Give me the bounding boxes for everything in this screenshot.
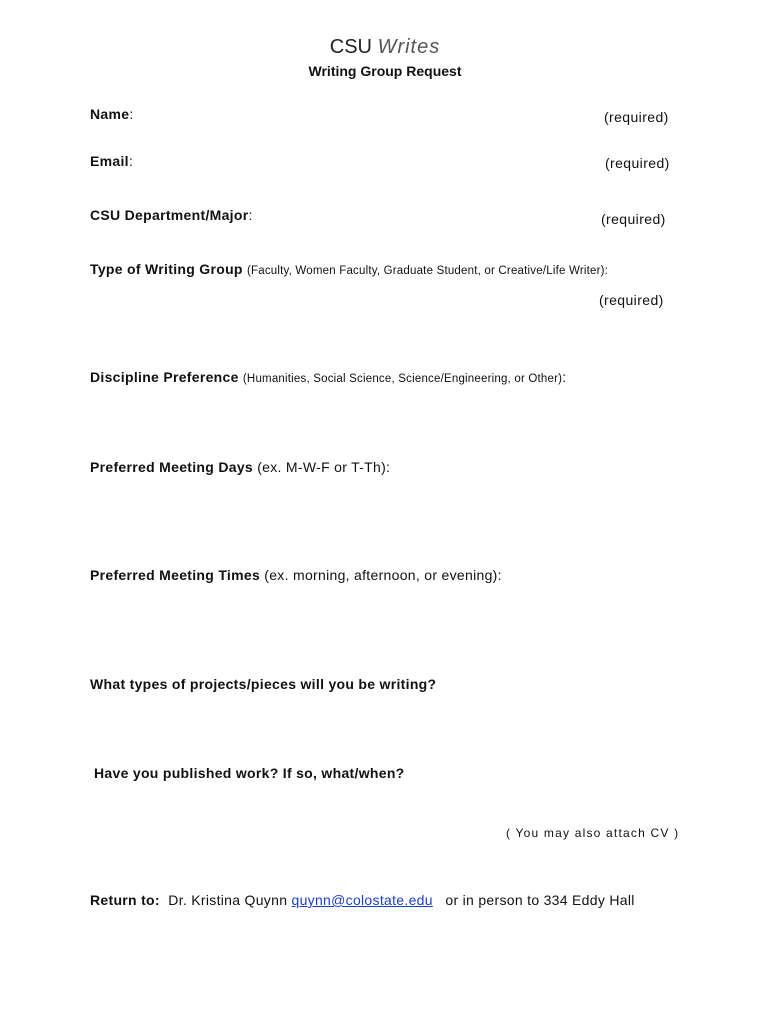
discipline-field-label: [90, 369, 566, 385]
return-name: Dr. Kristina Quynn: [168, 892, 288, 908]
group-type-hint: (Faculty, Women Faculty, Graduate Student, or Creative/Life Writer):: [246, 265, 609, 277]
group-type-field-label: [90, 261, 608, 277]
email-required: (required): [605, 155, 670, 171]
form-subtitle: Writing Group Request: [308, 63, 462, 79]
department-field-label: [90, 207, 253, 223]
title-csu: CSU: [329, 36, 372, 58]
return-label: Return to:: [90, 892, 160, 908]
department-required: (required): [601, 211, 666, 227]
discipline-label: Discipline Preference: [90, 369, 239, 385]
title-writes: Writes: [377, 36, 441, 58]
name-label: Name: [90, 106, 130, 122]
projects-label: What types of projects/pieces will you be writing?: [90, 676, 437, 692]
meeting-times-field-label: [90, 567, 502, 583]
email-colon: :: [128, 153, 134, 169]
cv-note: ( You may also attach CV ): [506, 826, 680, 840]
discipline-hint: (Humanities, Social Science, Science/Engineering, or Other): [242, 373, 563, 385]
meeting-times-label: Preferred Meeting Times: [90, 567, 261, 583]
meeting-times-hint: (ex. morning, afternoon, or evening):: [264, 567, 502, 583]
name-required: (required): [604, 109, 669, 125]
return-email-link[interactable]: quynn@colostate.edu: [291, 892, 433, 908]
email-field-label: [90, 153, 133, 169]
name-field-label: [90, 106, 134, 122]
department-label: CSU Department/Major: [90, 207, 249, 223]
meeting-days-field-label: [90, 459, 390, 475]
discipline-colon: :: [562, 369, 567, 385]
meeting-days-label: Preferred Meeting Days: [90, 459, 253, 475]
department-colon: :: [248, 207, 253, 223]
return-suffix: or in person to 334 Eddy Hall: [445, 892, 635, 908]
form-title: [0, 36, 770, 59]
return-line: [90, 892, 635, 908]
published-label: Have you published work? If so, what/when?: [94, 765, 405, 781]
group-type-label: Type of Writing Group: [90, 261, 243, 277]
email-label: Email: [90, 153, 129, 169]
name-colon: :: [129, 106, 134, 122]
meeting-days-hint: (ex. M-W-F or T-Th):: [257, 459, 391, 475]
group-type-required: (required): [599, 292, 664, 308]
